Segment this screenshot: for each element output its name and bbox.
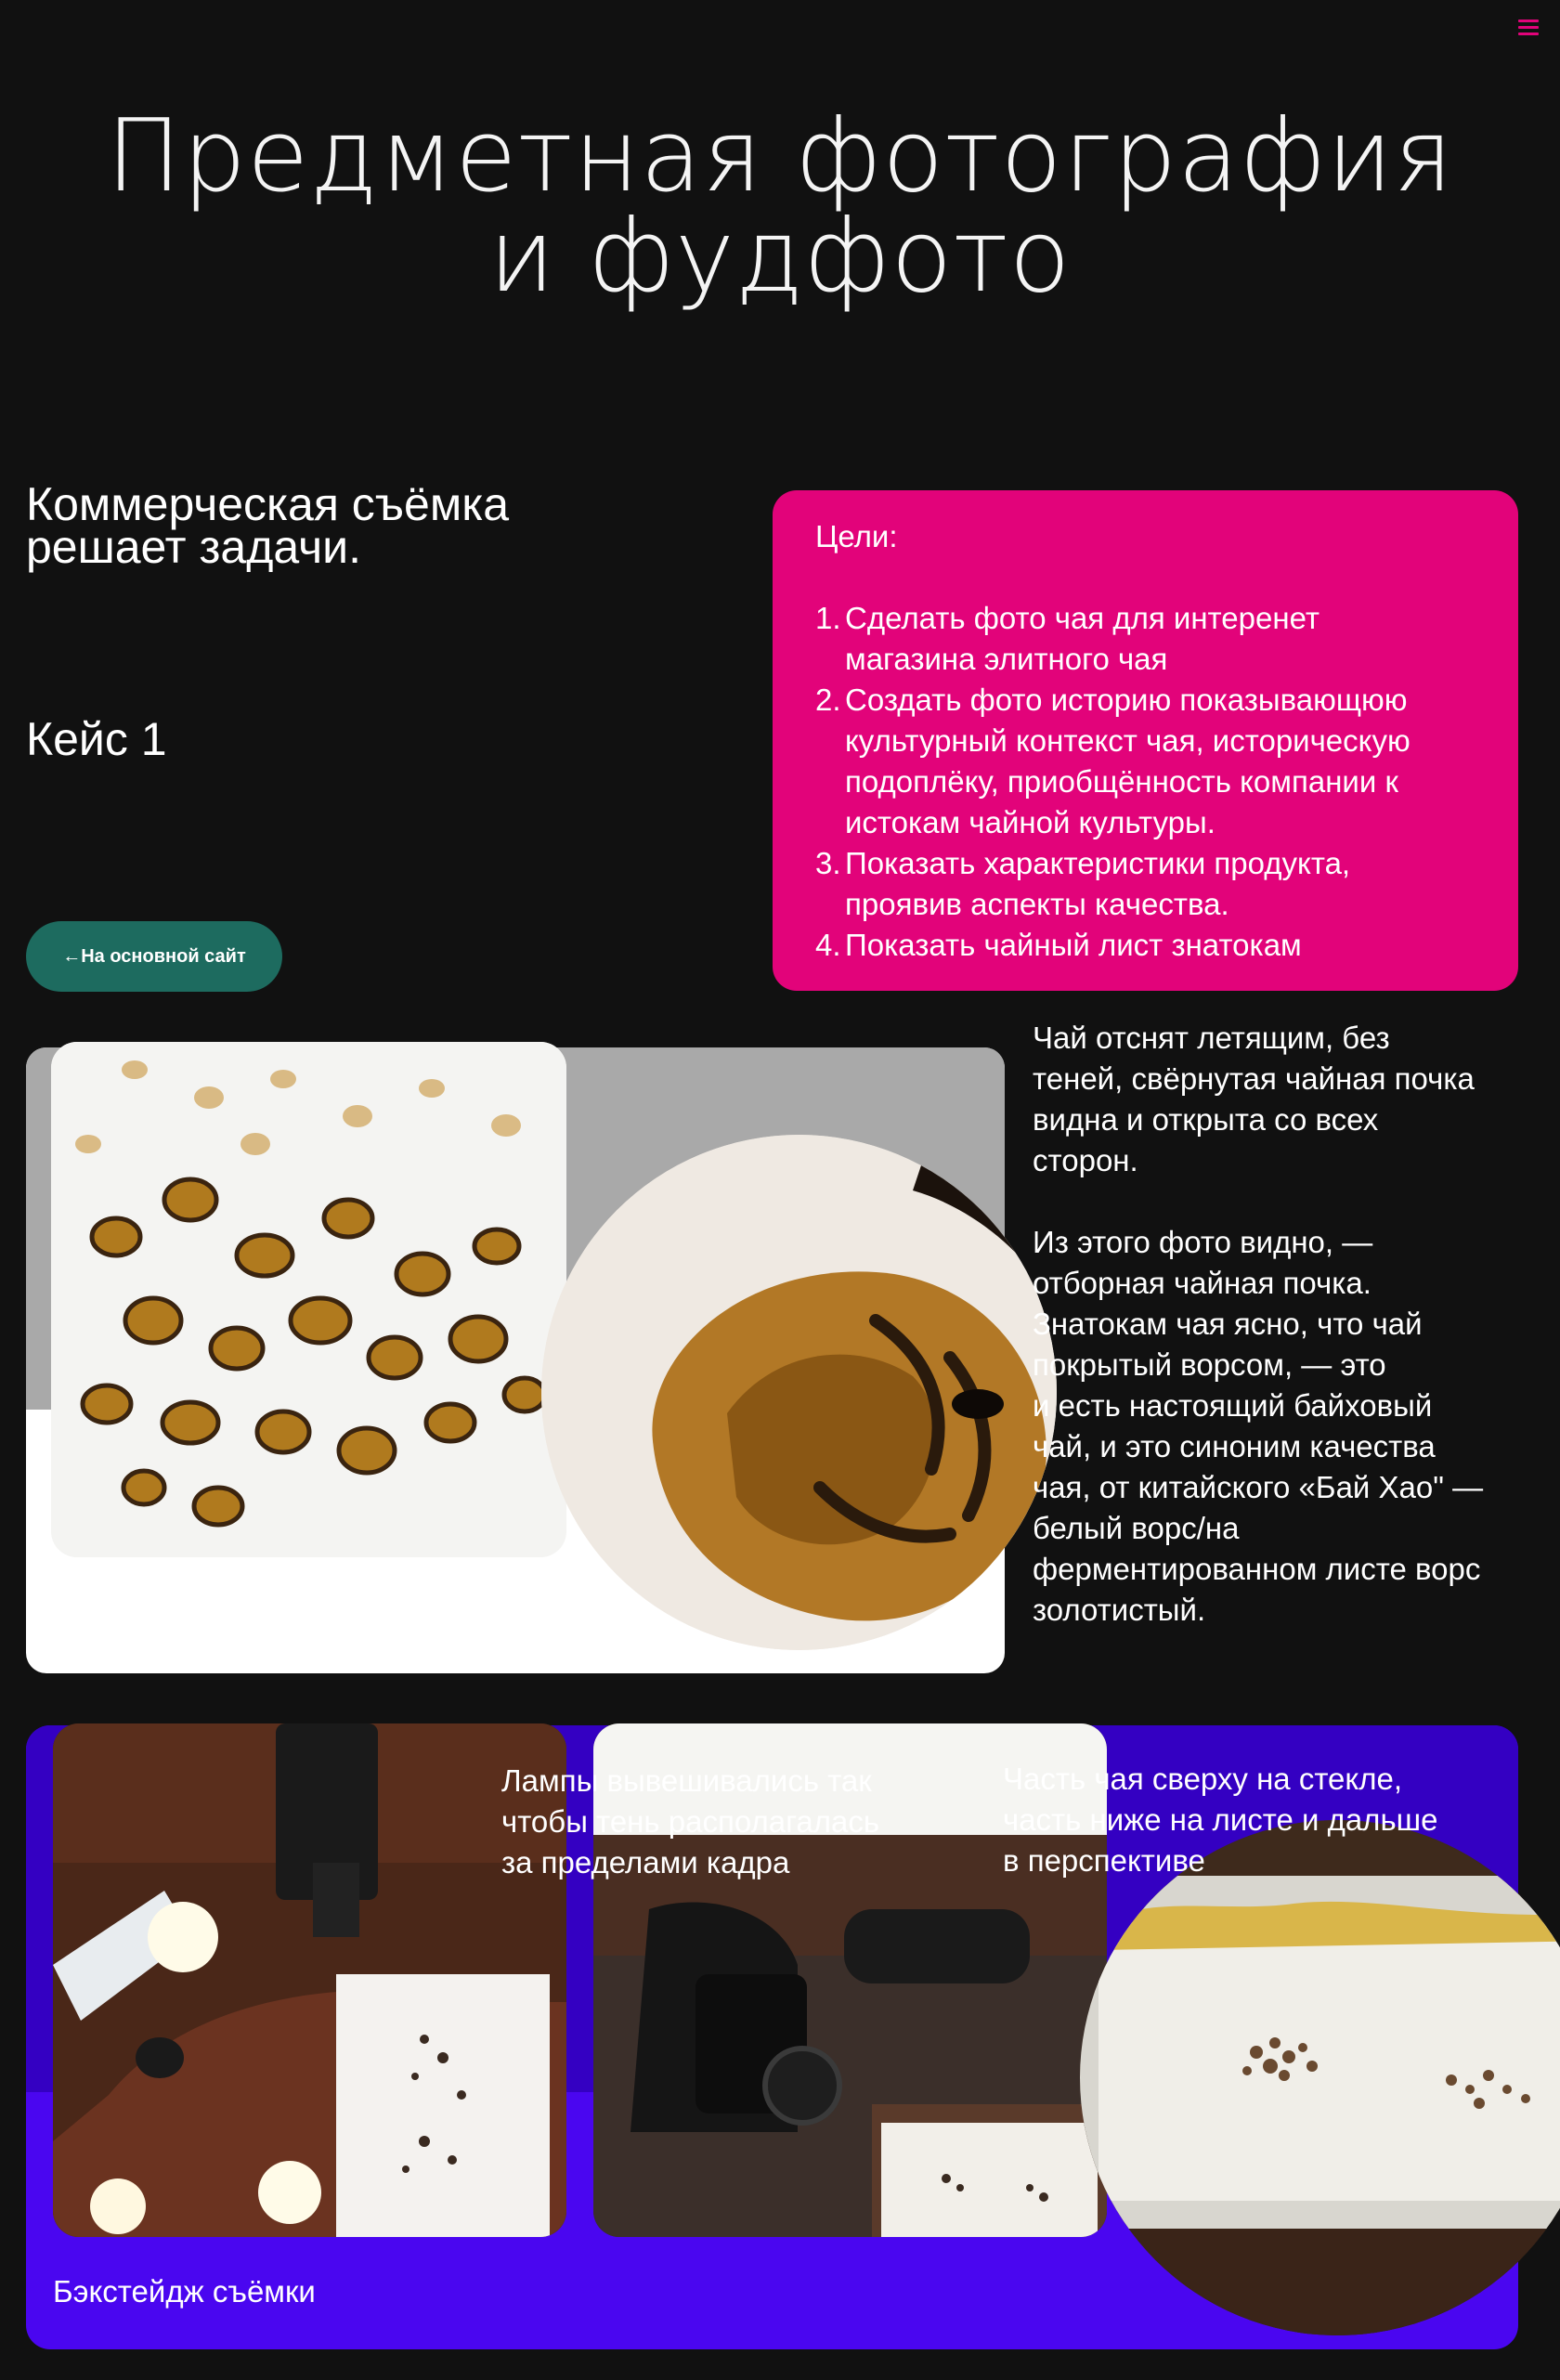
backstage-caption-glass (1003, 1759, 1504, 1881)
goal-text-line: культурный контекст чая, историческую (845, 723, 1410, 758)
case-text-line: Из этого фото видно, — (1033, 1225, 1373, 1259)
caption-line: Часть чая сверху на стекле, (1003, 1762, 1402, 1796)
caption-line: часть ниже на листе и дальше (1003, 1802, 1438, 1837)
goal-item (815, 843, 1476, 925)
case-label: Кейс 1 (26, 713, 167, 765)
goal-item (815, 598, 1476, 680)
backstage-label: Бэкстейдж съёмки (53, 2274, 316, 2308)
subtitle-line2: решает задачи. (26, 521, 361, 573)
backstage-caption-lamps (501, 1761, 919, 1883)
case-text-line: Знатокам чая ясно, что чай (1033, 1307, 1423, 1341)
case-text-line: и есть настоящий байховый (1033, 1388, 1433, 1423)
caption-line: чтобы тень располагалась (501, 1804, 880, 1839)
case-text-line: золотистый. (1033, 1593, 1206, 1627)
case-text-line: белый ворс/на (1033, 1511, 1240, 1545)
page-title-line2: и фудфото (488, 199, 1072, 315)
case-description (1033, 1018, 1534, 1631)
tea-bud-macro-image (541, 1135, 1057, 1650)
flying-tea-photo (51, 1042, 566, 1557)
hamburger-icon (1518, 20, 1539, 22)
goal-number: 1. (815, 601, 841, 635)
case-text-line: чая, от китайского «Бай Хао" — (1033, 1470, 1484, 1504)
goal-item (815, 680, 1476, 843)
case-paragraph-1 (1033, 1018, 1534, 1181)
tea-buds-image (51, 1042, 566, 1557)
goal-number: 2. (815, 683, 841, 717)
goals-title: Цели: (815, 519, 898, 553)
caption-line: в перспективе (1003, 1843, 1205, 1878)
caption-line: Лампы вывешивались так (501, 1763, 872, 1798)
hamburger-icon-bar (1518, 26, 1539, 29)
back-to-main-site-button[interactable]: ←На основной сайт (26, 921, 282, 992)
backstage-lamps-photo (53, 1723, 566, 2237)
page-title-line1: Предметная фотография (106, 98, 1454, 215)
goal-number: 3. (815, 846, 841, 880)
case-text-line: чай, и это синоним качества (1033, 1429, 1436, 1463)
caption-line: за пределами кадра (501, 1845, 790, 1879)
goal-text-line: магазина элитного чая (845, 642, 1168, 676)
goal-text-line: проявив аспекты качества. (845, 887, 1229, 921)
goals-card (773, 490, 1518, 991)
case-text-line: отборная чайная почка. (1033, 1266, 1372, 1300)
case-text-line: покрытый ворсом, — это (1033, 1347, 1386, 1382)
case-text-line: сторон. (1033, 1143, 1138, 1177)
case-text-line: теней, свёрнутая чайная почка (1033, 1061, 1475, 1096)
backstage-lamps-image (53, 1723, 566, 2237)
hamburger-icon-bar (1518, 33, 1539, 35)
case-text-line: Чай отснят летящим, без (1033, 1021, 1390, 1055)
goal-text-line: Показать характеристики продукта, (845, 846, 1351, 880)
case-text-line: ферментированном листе ворс (1033, 1552, 1481, 1586)
goal-item (815, 925, 1476, 966)
case-text-line: видна и открыта со всех (1033, 1102, 1379, 1137)
case-paragraph-2 (1033, 1222, 1534, 1631)
goals-list (815, 598, 1476, 966)
subtitle-line1: Коммерческая съёмка (26, 478, 510, 530)
goal-text-line: подоплёку, приобщённость компании к (845, 764, 1398, 799)
page-title (0, 98, 1560, 315)
goal-text-line: истокам чайной культуры. (845, 805, 1216, 839)
menu-button[interactable] (1514, 13, 1542, 41)
tea-bud-closeup-photo (541, 1135, 1057, 1650)
goal-text-line: Создать фото историю показывающюю (845, 683, 1408, 717)
goal-number: 4. (815, 928, 841, 962)
goal-text-line: Сделать фото чая для интеренет (845, 601, 1320, 635)
section-subtitle (26, 478, 695, 573)
goal-text-line: Показать чайный лист знатокам (845, 928, 1302, 962)
